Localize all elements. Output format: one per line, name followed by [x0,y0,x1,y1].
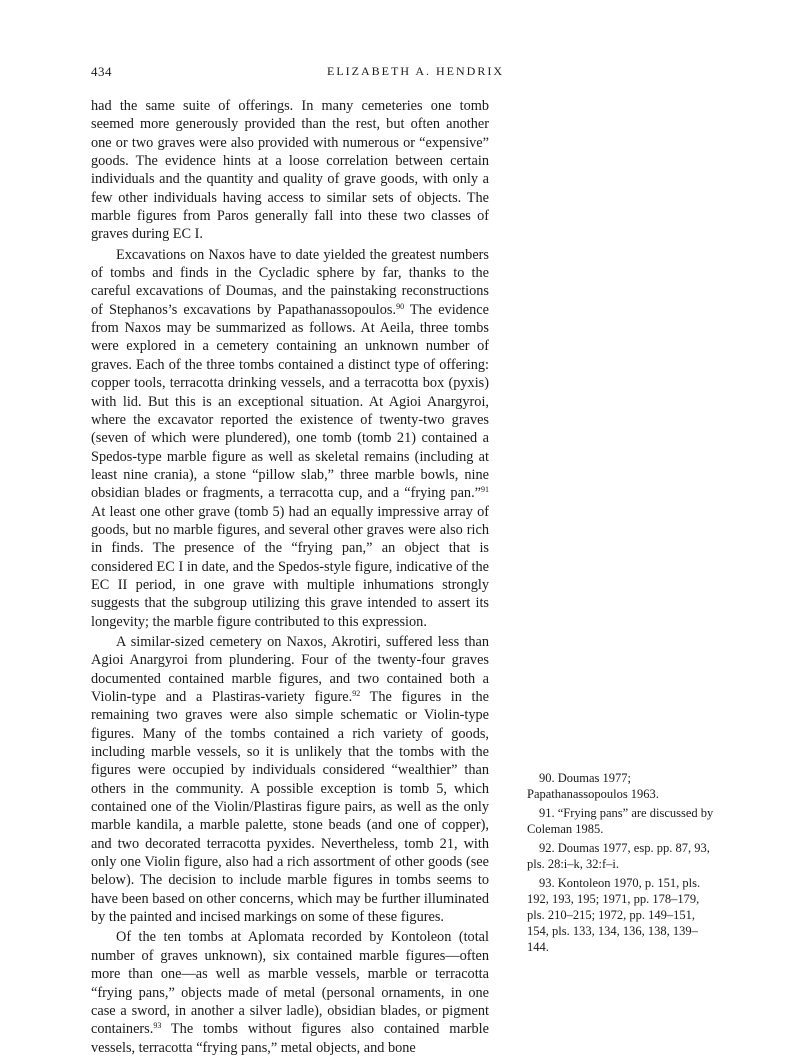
running-head: ELIZABETH A. HENDRIX [327,64,504,78]
main-text [91,97,489,1059]
paragraph-text: The tombs without figures also contained marble vessels, terracotta “frying pans,” metal objects, and bone [91,1021,489,1056]
paragraph-3 [91,633,489,927]
footnote-93: 93. Kontoleon 1970, p. 151, pls. 192, 193, 195; 1971, pp. 178–179, pls. 210–215; 1972, pp. 149–151, 154, pls. 133, 134, 136, 138, 139–144. [527,876,701,954]
footnote-ref-91[interactable]: 91 [481,485,489,495]
page-number: 434 [91,64,112,79]
footnote-ref-93[interactable]: 93 [153,1021,162,1031]
footnote-ref-92[interactable]: 92 [352,689,361,698]
paragraph-text: The figures in the remaining two graves were also simple schematic or Violin-type figures. Many of the tombs contained a rich variety of goods, including marble vessels, so it is unlikely that the tombs with the figures were occupied by individuals considered “wealthier” than others in the community. A possible exception is tomb 5, which contained one of the Violin/Plastiras figure pairs, as well as the only marble kandila, a marble palette, stone beads (and one of copper), and two decorated terracotta pyxides. Nevertheless, tomb 21, with only one Violin figure, also had a rich assortment of other goods (see below). The decision to include marble figures in tombs seems to have been based on other concerns, which may be further illuminated by the painted and incised markings on some of these figures. [91,689,489,926]
footnote-90: 90. Doumas 1977; Papathanassopoulos 1963. [527,771,659,801]
footnotes [527,770,717,958]
paragraph-text: The evidence from Naxos may be summarized as follows. At Aeila, three tombs were explored in a cemetery containing an unknown number of graves. Each of the three tombs contained a distinct type of offering: copper tools, terracotta drinking vessels, and a terracotta box (pyxis) with lid. But this is an exceptional situation. At Agioi Anargyroi, where the excavator reported the existence of twenty-two graves (seven of which were plundered), one tomb (tomb 21) contained a Spedos-type marble figure as well as skeletal remains (including at least nine crania), a stone “pillow slab,” three marble bowls, nine obsidian blades or fragments, a terracotta cup, and a “frying pan.” [91,301,489,502]
paragraph-text: had the same suite of offerings. In many cemeteries one tomb seemed more generously provided than the rest, but often another one or two graves were also provided with numerous or “expensive” goods. The evidence hints at a loose correlation between certain individuals and the quantity and quality of grave goods, with only a few other individuals having access to similar sets of objects. The marble figures from Paros generally fall into these two classes of graves during EC I. [91,98,489,243]
paragraph-text: At least one other grave (tomb 5) had an equally impressive array of goods, but no marble figures, and several other graves were also rich in finds. The presence of the “frying pan,” an object that is considered EC I in date, and the Spedos-style figure, indicative of the EC II period, in one grave with multiple inhumations strongly suggests that the subgroup utilizing this grave intended to assert its longevity; the marble figure contributed to this expression. [91,503,489,630]
paragraph-4 [91,928,489,1056]
paragraph-text: A similar-sized cemetery on Naxos, Akrotiri, suffered less than Agioi Anargyroi from plundering. Four of the twenty-four graves documented contained marble figures, and two contained both a Violin-type and a Plastiras-variety figure. [91,633,489,705]
paragraph-text: Excavations on Naxos have to date yielded the greatest numbers of tombs and finds in the Cycladic sphere by far, thanks to the careful excavations of Doumas, and the painstaking reconstructions of Stephanos’s excavations by Papathanassopoulos. [91,246,489,318]
footnote-92: 92. Doumas 1977, esp. pp. 87, 93, pls. 28:i–k, 32:f–i. [527,841,710,871]
paragraph-text: Of the ten tombs at Aplomata recorded by Kontoleon (total number of graves unknown), six contained marble figures—often more than one—as well as marble vessels, marble or terracotta “frying pans,” objects made of metal (personal ornaments, in one case a sword, in another a silver ladle), obsidian blades, or pigment containers. [91,929,489,1038]
paragraph-2 [91,246,489,631]
paragraph-1 [91,97,489,244]
footnote-ref-90[interactable]: 90 [396,301,405,311]
footnote-91: 91. “Frying pans” are discussed by Coleman 1985. [527,806,714,836]
